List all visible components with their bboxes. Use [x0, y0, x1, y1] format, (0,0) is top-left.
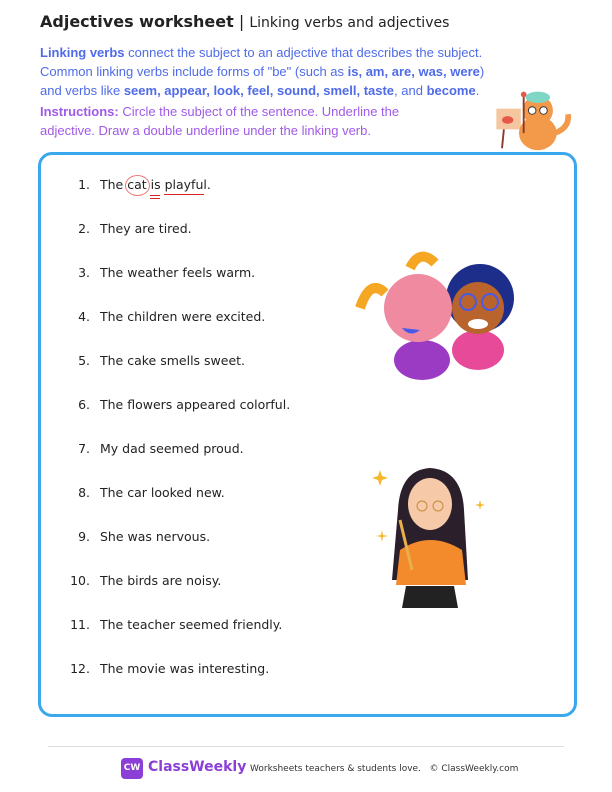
item-sentence: The children were excited. — [100, 309, 266, 324]
item-sentence: They are tired. — [100, 221, 192, 236]
title-main: Adjectives worksheet — [40, 12, 234, 31]
item-sentence: My dad seemed proud. — [100, 441, 244, 456]
item-number: 6. — [78, 397, 90, 412]
answer-circle-subject — [125, 175, 150, 196]
item-number: 10. — [70, 573, 90, 588]
item-number: 1. — [78, 177, 90, 192]
answer-double-underline-verb — [150, 195, 160, 196]
item-number: 9. — [78, 529, 90, 544]
instructions-label: Instructions: — [40, 104, 119, 119]
tagline: Worksheets teachers & students love. — [250, 764, 421, 774]
intro-text: connect the subject to an adjective that describes the subject. Common linking verbs include forms of "be" (such as — [40, 45, 483, 79]
item-number: 8. — [78, 485, 90, 500]
footer-divider — [48, 746, 564, 747]
item-number: 5. — [78, 353, 90, 368]
item-sentence: The birds are noisy. — [100, 573, 222, 588]
item-number: 4. — [78, 309, 90, 324]
intro-paragraph — [40, 43, 485, 100]
item-sentence: The weather feels warm. — [100, 265, 256, 280]
answer-underline-adjective — [164, 194, 204, 195]
linking-verb-become: become — [426, 83, 476, 98]
item-number: 7. — [78, 441, 90, 456]
item-sentence: The movie was interesting. — [100, 661, 270, 676]
classweekly-logo-icon: CW — [121, 758, 143, 779]
footer-tagline — [250, 764, 518, 774]
brand-name: ClassWeekly — [148, 759, 247, 775]
item-number: 3. — [78, 265, 90, 280]
be-forms: is, am, are, was, were — [347, 64, 480, 79]
item-sentence: The cat is playful. — [100, 177, 211, 192]
intro-text: ) and verbs like — [40, 64, 485, 98]
kids-faces-illustration — [340, 238, 520, 383]
title-separator: | — [238, 12, 245, 31]
instructions-text: Circle the subject of the sentence. Underline the adjective. Draw a double underline under the linking verb. — [40, 104, 400, 138]
instructions — [40, 102, 440, 140]
item-number: 11. — [70, 617, 90, 632]
title-subtitle: Linking verbs and adjectives — [249, 15, 450, 31]
item-sentence: She was nervous. — [100, 529, 211, 544]
page-title — [40, 12, 449, 31]
item-sentence: The teacher seemed friendly. — [100, 617, 283, 632]
intro-term: Linking verbs — [40, 45, 125, 60]
item-number: 12. — [70, 661, 90, 676]
item-number: 2. — [78, 221, 90, 236]
item-sentence: The cake smells sweet. — [100, 353, 246, 368]
girl-teacher-illustration — [370, 460, 490, 610]
intro-text: , and — [394, 83, 427, 98]
linking-verbs: seem, appear, look, feel, sound, smell, taste — [123, 83, 395, 98]
item-sentence: The flowers appeared colorful. — [100, 397, 291, 412]
intro-text: . — [475, 83, 480, 98]
answer-double-underline-verb — [150, 198, 160, 199]
cat-painter-illustration — [492, 86, 578, 152]
exercise-box — [38, 152, 577, 717]
copyright: © ClassWeekly.com — [429, 764, 519, 774]
item-sentence: The car looked new. — [100, 485, 225, 500]
